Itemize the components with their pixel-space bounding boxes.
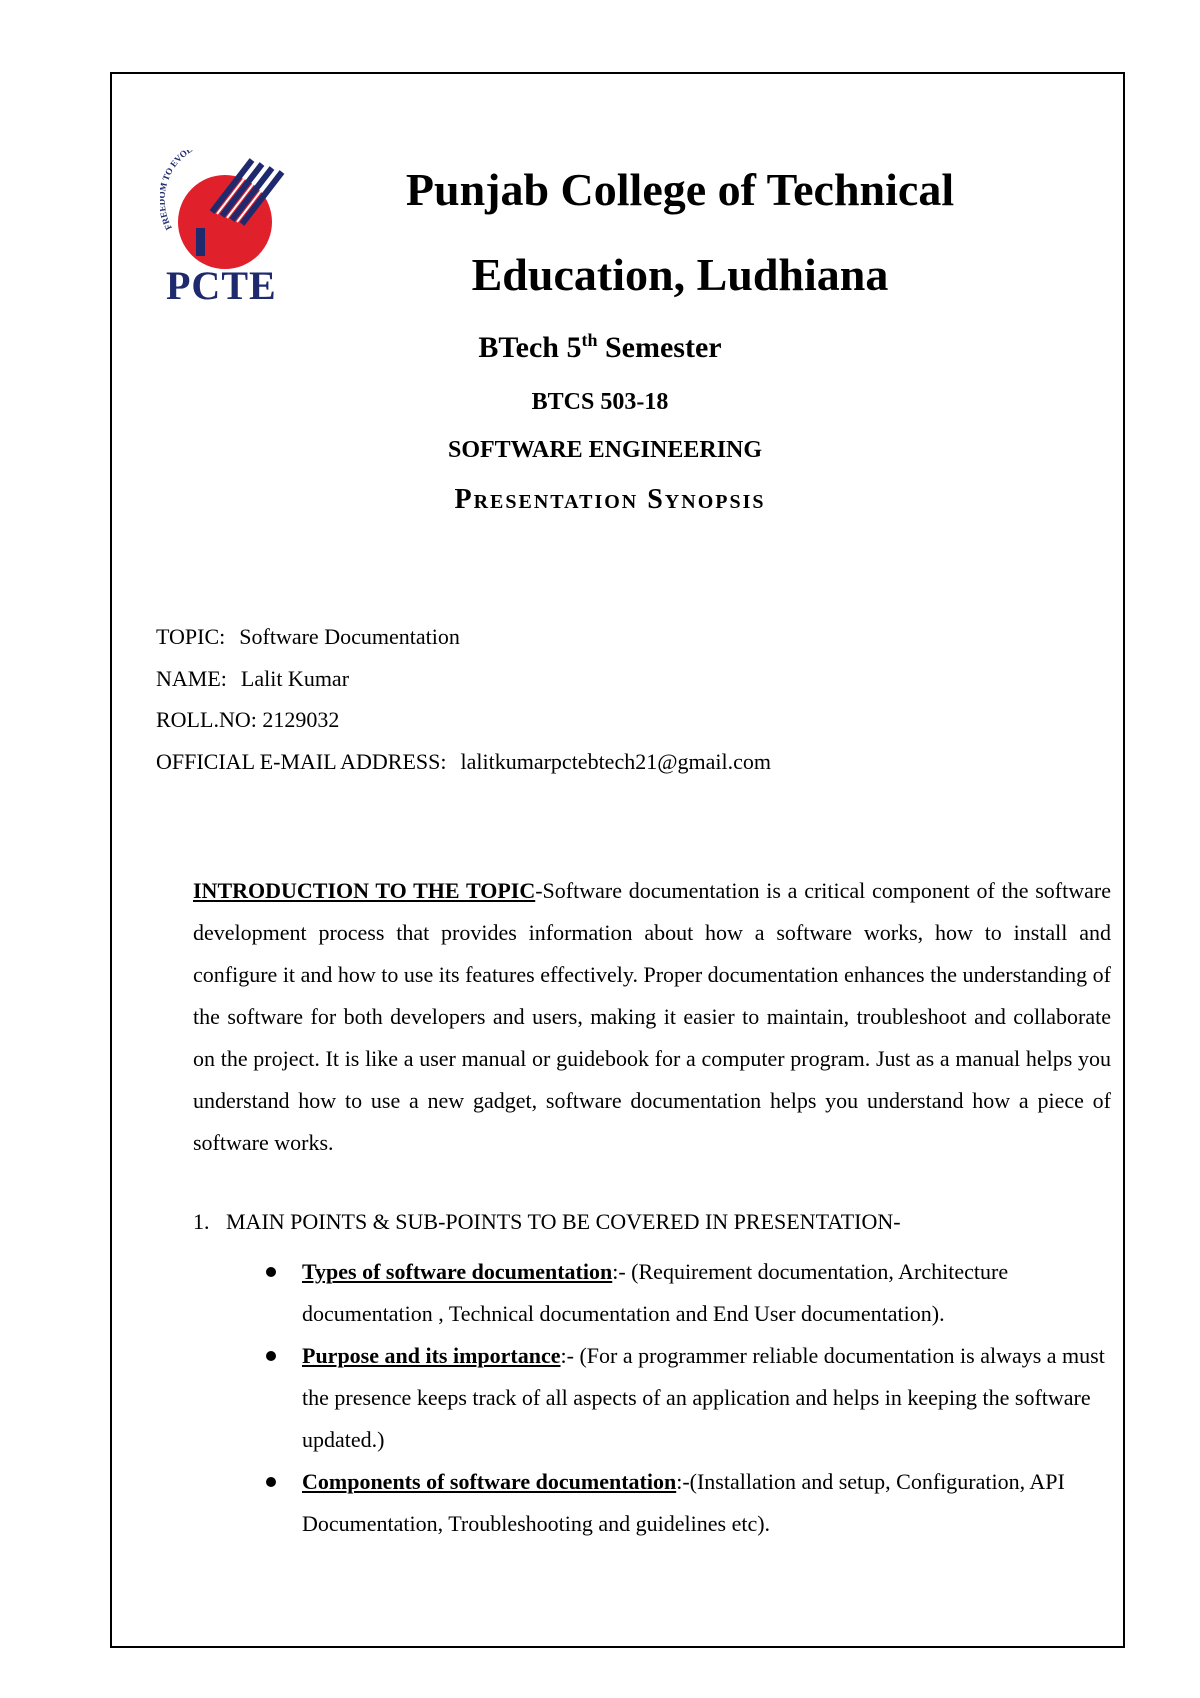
bullet-term: Components of software documentation	[302, 1469, 677, 1494]
semester-program: BTech 5	[478, 331, 582, 364]
intro-heading: INTRODUCTION TO THE TOPIC	[193, 878, 536, 903]
bullet-text: :- (Requirement documentation, Architecture documentation , Technical documentation and End User documentation).	[302, 1259, 1009, 1326]
bullet-text: :- (For a programmer reliable documentation is always a must the presence keeps track of all aspects of an application and helps in keeping the software updated.)	[302, 1343, 1105, 1452]
email-line	[156, 749, 771, 775]
subject-title: SOFTWARE ENGINEERING	[447, 437, 763, 463]
name-label: NAME:	[156, 666, 227, 691]
main-points-heading	[193, 1209, 901, 1235]
semester-title	[380, 330, 820, 365]
email-value: lalitkumarpctebtech21@gmail.com	[460, 749, 771, 774]
name-value: Lalit Kumar	[240, 666, 350, 691]
main-points-number: 1.	[193, 1209, 210, 1234]
roll-value: 2129032	[262, 707, 340, 732]
bullet-icon	[266, 1267, 276, 1277]
bullet-term: Types of software documentation	[302, 1259, 613, 1284]
logo-tagline: FR TO EVO	[160, 150, 190, 232]
roll-line	[156, 707, 339, 733]
bullet-icon	[266, 1477, 276, 1487]
intro-body: -Software documentation is a critical component of the software development process that provides information about how a software works, how to install and configure it and how to use its features effectively. Proper documentation enhances the understanding of the software for both developers and users, making it easier to maintain, troubleshoot and collaborate on the project. It is like a user manual or guidebook for a computer program. Just as a manual helps you understand how to use a new gadget, software documentation helps you understand how a piece of software works.	[193, 878, 1111, 1155]
document-type: Presentation Synopsis	[454, 484, 766, 515]
main-points-list	[302, 1251, 1112, 1545]
introduction-paragraph	[193, 870, 1111, 1164]
topic-line	[156, 624, 460, 650]
email-label: OFFICIAL E-MAIL ADDRESS:	[156, 749, 447, 774]
list-item	[302, 1335, 1112, 1461]
topic-label: TOPIC:	[156, 624, 226, 649]
main-points-title: MAIN POINTS & SUB-POINTS TO BE COVERED IN PRESENTATION-	[226, 1209, 901, 1234]
college-name-line2: Education, Ludhiana	[471, 249, 889, 300]
course-code: BTCS 503-18	[531, 389, 669, 415]
bullet-term: Purpose and its importance	[302, 1343, 561, 1368]
pcte-logo	[160, 150, 295, 310]
college-name-line1: Punjab College of Technical	[405, 164, 955, 215]
semester-sup: th	[581, 330, 598, 350]
list-item	[302, 1251, 1112, 1335]
semester-suffix: Semester	[597, 331, 722, 364]
bullet-icon	[266, 1351, 276, 1361]
topic-value: Software Documentation	[239, 624, 460, 649]
list-item	[302, 1461, 1112, 1545]
name-line	[156, 666, 349, 692]
bullet-text: :-(Installation and setup, Configuration, API Documentation, Troubleshooting and guidelines etc).	[302, 1469, 1065, 1536]
roll-label: ROLL.NO:	[156, 707, 257, 732]
logo-acronym: PCTE	[166, 263, 277, 308]
